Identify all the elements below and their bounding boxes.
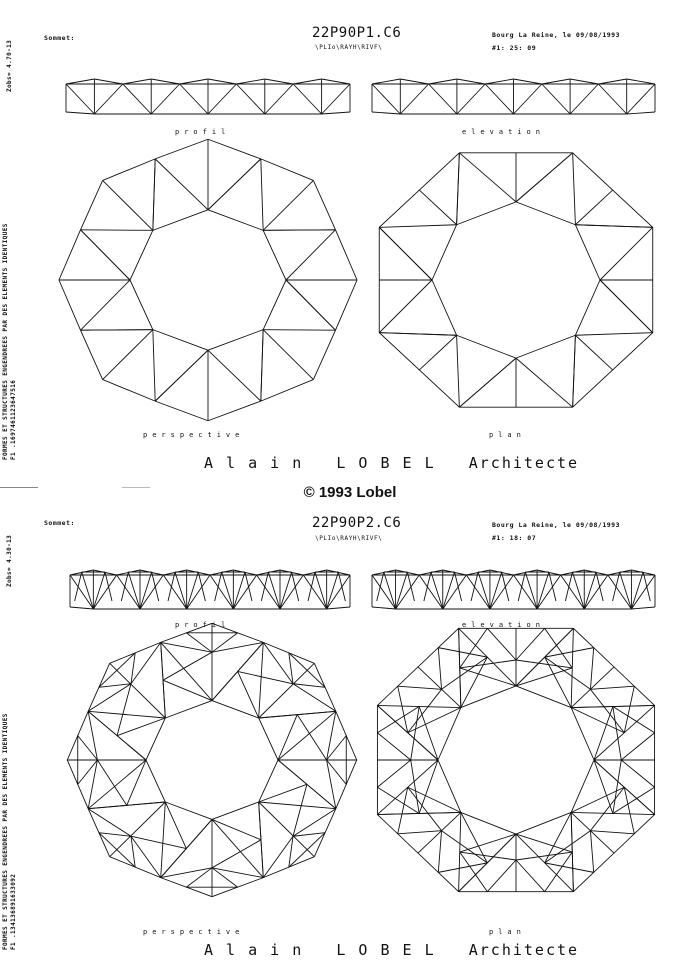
wireframe-edge <box>590 831 634 834</box>
wireframe-edge <box>613 707 621 760</box>
wireframe-edge <box>575 335 612 370</box>
location-date: Bourg La Reine, le 09/08/1993 <box>492 521 620 529</box>
wireframe-edge <box>516 660 572 668</box>
wireframe-edge <box>621 760 654 787</box>
location-date: Bourg La Reine, le 09/08/1993 <box>492 31 620 39</box>
plan-label: plan <box>489 928 526 936</box>
plot-time: #1: 18: 07 <box>492 534 537 542</box>
wireframe-edge <box>438 648 487 657</box>
file-path: \PLIo\RAYH\RIVF\ <box>315 535 383 542</box>
wireframe-edge <box>575 225 652 228</box>
wireframe-edge <box>571 812 614 853</box>
sommet-label: Sommet: <box>44 519 75 527</box>
file-title: 22P90P2.C6 <box>312 515 402 531</box>
elevation-label: elevation <box>462 128 545 136</box>
wireframe-edge <box>545 863 594 872</box>
wireframe-edge <box>459 358 516 407</box>
wireframe-edge <box>487 628 516 660</box>
wireframe-edge <box>575 190 612 225</box>
wireframe-edge <box>600 280 653 333</box>
side-code: F1 .134136891633092 <box>10 873 17 950</box>
wireframe-edge <box>379 333 456 336</box>
wireframe-edge <box>408 708 461 733</box>
wireframe-edge <box>411 707 419 760</box>
file-title: 22P90P1.C6 <box>312 25 402 41</box>
wireframe-edge <box>516 358 573 407</box>
wireframe-edge <box>418 667 461 708</box>
wireframe-edge <box>600 227 653 280</box>
wireframe-edge <box>516 153 573 202</box>
wireframe-edge <box>379 225 456 228</box>
wireframe-edge <box>516 628 545 660</box>
wireframe-edge <box>377 733 410 760</box>
wireframe-edge <box>545 628 573 668</box>
plan-view <box>0 0 700 480</box>
wireframe-edge <box>457 153 460 225</box>
file-path: \PLIo\RAYH\RIVF\ <box>315 44 383 51</box>
elevation-label: elevation <box>462 621 545 629</box>
wireframe-edge <box>419 335 456 370</box>
side-title: FORMES ET STRUCTURES ENGENDREES PAR DES ELEMENTS IDENTIQUES <box>2 223 9 460</box>
wireframe-edge <box>487 860 516 892</box>
wireframe-edge <box>377 760 410 787</box>
wireframe-edge <box>419 190 456 225</box>
wireframe-edge <box>590 648 593 690</box>
wireframe-edge <box>398 686 442 689</box>
profile-label: profil <box>175 621 231 629</box>
wireframe-edge <box>432 202 600 358</box>
wireframe-edge <box>398 686 408 733</box>
wireframe-edge <box>516 860 545 892</box>
wireframe-edge <box>516 852 572 860</box>
wireframe-edge <box>624 686 634 733</box>
zobs-side-label: Zobs= 4.30-13 <box>6 534 13 587</box>
wireframe-edge <box>545 657 571 707</box>
wireframe-edge <box>377 707 419 733</box>
wireframe-edge <box>411 760 419 813</box>
wireframe-edge <box>624 787 634 834</box>
wireframe-edge <box>613 787 655 813</box>
wireframe-edge <box>460 628 488 668</box>
architect-signature: A l a i n L O B E L Architecte <box>204 454 580 472</box>
wireframe-edge <box>590 686 634 689</box>
wireframe-edge <box>461 812 487 862</box>
wireframe-edge <box>438 648 441 690</box>
side-code: F1 .1697461123647516 <box>10 379 17 460</box>
wireframe-edge <box>379 227 432 280</box>
wireframe-edge <box>545 852 573 892</box>
side-title: FORMES ET STRUCTURES ENGENDREES PAR DES ELEMENTS IDENTIQUES <box>2 713 9 950</box>
wireframe-edge <box>398 787 408 834</box>
wireframe-edge <box>438 831 441 873</box>
wireframe-edge <box>418 812 461 853</box>
wireframe-edge <box>571 667 614 708</box>
wireframe-edge <box>457 335 460 407</box>
sommet-label: Sommet: <box>44 34 75 42</box>
wireframe-edge <box>459 153 516 202</box>
wireframe-edge <box>613 760 621 813</box>
wireframe-edge <box>438 686 594 834</box>
wireframe-edge <box>573 335 576 407</box>
wireframe-edge <box>613 707 655 733</box>
architect-signature: A l a i n L O B E L Architecte <box>204 941 580 959</box>
copyright-notice: © 1993 Lobel <box>303 484 397 501</box>
wireframe-edge <box>621 733 654 760</box>
wireframe-edge <box>545 648 594 657</box>
perspective-label: perspective <box>143 431 245 439</box>
plot-time: #1: 25: 09 <box>492 44 537 52</box>
wireframe-edge <box>379 280 432 333</box>
wireframe-edge <box>460 852 488 892</box>
wireframe-edge <box>398 831 442 834</box>
wireframe-edge <box>377 787 419 813</box>
plan-label: plan <box>489 431 526 439</box>
drawing-sheet-1 <box>0 0 700 480</box>
plan-view <box>0 505 700 962</box>
wireframe-edge <box>460 660 516 668</box>
wireframe-edge <box>438 863 487 872</box>
wireframe-edge <box>573 153 576 225</box>
wireframe-edge <box>575 333 652 336</box>
drawing-sheet-2 <box>0 505 700 962</box>
wireframe-edge <box>590 831 593 873</box>
perspective-label: perspective <box>143 928 245 936</box>
profile-label: profil <box>175 128 231 136</box>
zobs-side-label: Zobs= 4.70-13 <box>6 39 13 92</box>
wireframe-edge <box>460 852 516 860</box>
